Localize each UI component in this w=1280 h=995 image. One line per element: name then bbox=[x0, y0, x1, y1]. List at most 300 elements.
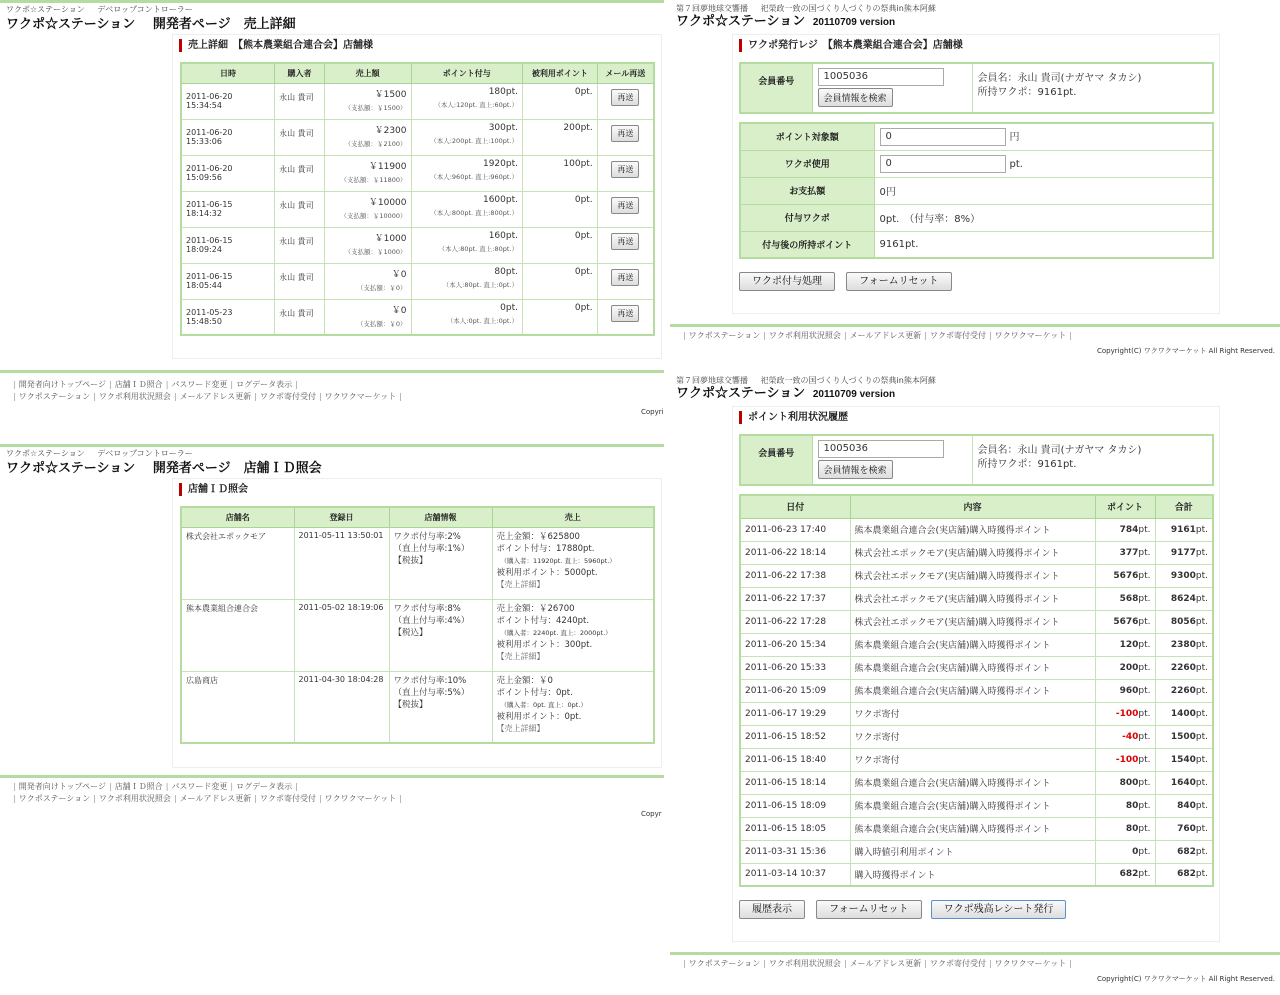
footer-link[interactable]: ワクポ利用状況照会 bbox=[768, 331, 841, 340]
footer-links bbox=[680, 958, 1075, 970]
event-name: 第７回夢地球交響播 bbox=[676, 376, 748, 385]
content-box bbox=[732, 406, 1220, 942]
paid-amount: （支払額：￥1000） bbox=[344, 247, 407, 256]
total-cell bbox=[1155, 840, 1213, 863]
separator: | bbox=[318, 392, 322, 401]
total-cell bbox=[1155, 863, 1213, 886]
col-header: 購入者 bbox=[275, 63, 325, 83]
table-row bbox=[740, 794, 1213, 817]
date-cell: 2011-05-23 15:48:50 bbox=[181, 299, 275, 335]
points-cell bbox=[411, 83, 522, 119]
section-title: ワクポ発行レジ 【熊本農業組合連合会】店舗様 bbox=[739, 39, 1219, 52]
table-header-row bbox=[740, 495, 1213, 518]
points-value: -100 bbox=[1115, 708, 1139, 719]
field-value: 9161pt. bbox=[879, 238, 919, 250]
footer-link[interactable]: ワクワクマーケット bbox=[324, 794, 397, 803]
resend-button[interactable]: 再送 bbox=[611, 197, 639, 214]
total-cell bbox=[1155, 794, 1213, 817]
total-cell bbox=[1155, 817, 1213, 840]
points-cell bbox=[1095, 840, 1155, 863]
col-header: 登録日 bbox=[294, 507, 389, 527]
description-cell: ワクポ寄付 bbox=[850, 702, 1095, 725]
copyright: Copyright(C) ワクワクマーケット All Right Reserved. bbox=[1096, 975, 1275, 983]
total-value: 8624 bbox=[1170, 593, 1196, 604]
sales-breakdown: （購入者：11920pt. 直上：5960pt.） bbox=[500, 556, 616, 565]
unit-label: pt. bbox=[1138, 754, 1151, 765]
footer-link[interactable]: ワクポ利用状況照会 bbox=[98, 392, 171, 401]
unit-label: pt. bbox=[1195, 869, 1208, 880]
paid-amount: （支払額：￥0） bbox=[356, 319, 407, 328]
date-cell: 2011-06-20 15:33 bbox=[740, 656, 850, 679]
buyer-cell: 永山 貴司 bbox=[275, 227, 325, 263]
separator: | bbox=[254, 794, 257, 803]
store-info-line: ワクポ付与率:8% bbox=[393, 603, 461, 614]
unit-label: pt. bbox=[1138, 639, 1151, 650]
separator: | bbox=[1069, 331, 1072, 340]
table-row bbox=[740, 633, 1213, 656]
table-header-row bbox=[181, 507, 654, 527]
used-points-cell: 0pt. bbox=[522, 83, 597, 119]
points-value: 300pt. bbox=[488, 122, 518, 133]
total-value: 682 bbox=[1177, 846, 1196, 857]
date-cell: 2011-06-20 15:09:56 bbox=[181, 155, 275, 191]
form-row bbox=[740, 150, 1213, 177]
footer-link[interactable]: ワクワクマーケット bbox=[324, 392, 397, 401]
breadcrumb-item[interactable]: ワクポ☆ステーション bbox=[6, 449, 85, 458]
version-label: 20110709 version bbox=[812, 389, 896, 400]
total-value: 1400 bbox=[1170, 708, 1196, 719]
table-row bbox=[181, 299, 654, 335]
footer-link[interactable]: メールアドレス更新 bbox=[179, 794, 252, 803]
points-breakdown: （本人:80pt. 直上:0pt.） bbox=[442, 280, 518, 289]
date-cell: 2011-03-31 15:36 bbox=[740, 840, 850, 863]
field-label: お支払額 bbox=[740, 177, 874, 204]
points-value: 5676 bbox=[1113, 616, 1139, 627]
table-row bbox=[740, 725, 1213, 748]
resend-button[interactable]: 再送 bbox=[611, 233, 639, 250]
separator: | bbox=[1069, 959, 1072, 968]
event-subtitle: 祀榮政一致の国づくり人づくりの祭典in熊本阿蘇 bbox=[760, 376, 936, 385]
footer-link[interactable]: ワクワクマーケット bbox=[994, 959, 1067, 968]
unit-label: pt. bbox=[1195, 616, 1208, 627]
buyer-cell: 永山 貴司 bbox=[275, 191, 325, 227]
member-number-input[interactable]: 1005036 bbox=[818, 440, 944, 458]
event-banner bbox=[670, 372, 1280, 384]
table-row bbox=[740, 610, 1213, 633]
resend-cell bbox=[597, 191, 654, 227]
event-banner bbox=[670, 0, 1280, 12]
content-box bbox=[172, 478, 662, 768]
table-row bbox=[740, 771, 1213, 794]
field-value: 0円 bbox=[879, 187, 896, 198]
unit-label: pt. bbox=[1138, 869, 1151, 880]
description-cell: 株式会社エポックモア(実店舗)購入時獲得ポイント bbox=[850, 610, 1095, 633]
footer-link[interactable]: ワクポ寄付受付 bbox=[259, 794, 316, 803]
copyright: Copyr bbox=[641, 810, 662, 818]
footer-link[interactable]: パスワード変更 bbox=[171, 782, 228, 791]
points-value: 200 bbox=[1119, 662, 1139, 673]
col-header: 店舗名 bbox=[181, 507, 294, 527]
points-cell bbox=[1095, 702, 1155, 725]
breadcrumb-item[interactable]: デベロップコントローラー bbox=[97, 5, 193, 14]
unit-label: pt. bbox=[1195, 731, 1208, 742]
amount-value: ￥1000 bbox=[374, 233, 407, 244]
col-header: 店舗情報 bbox=[389, 507, 492, 527]
date-cell: 2011-06-15 18:40 bbox=[740, 748, 850, 771]
table-row bbox=[740, 656, 1213, 679]
footer-link[interactable]: メールアドレス更新 bbox=[179, 392, 252, 401]
member-table bbox=[739, 434, 1214, 486]
points-value: 377 bbox=[1119, 547, 1139, 558]
date-cell: 2011-06-15 18:09 bbox=[740, 794, 850, 817]
date-cell: 2011-06-23 17:40 bbox=[740, 518, 850, 541]
member-points: 所持ワクポ：9161pt. bbox=[977, 459, 1077, 470]
total-value: 2260 bbox=[1170, 662, 1196, 673]
table-row bbox=[181, 155, 654, 191]
resend-button[interactable]: 再送 bbox=[611, 269, 639, 286]
search-member-button[interactable]: 会員情報を検索 bbox=[818, 88, 893, 107]
footer-link[interactable]: 開発者向けトップページ bbox=[18, 782, 106, 791]
total-value: 1640 bbox=[1170, 777, 1196, 788]
footer-links-row2 bbox=[10, 391, 405, 403]
table-row bbox=[740, 748, 1213, 771]
amount-cell bbox=[324, 119, 411, 155]
sales-line: ポイント付与：0pt. bbox=[496, 687, 573, 698]
amount-cell bbox=[324, 263, 411, 299]
table-row bbox=[740, 863, 1213, 886]
registered-date-cell: 2011-05-02 18:19:06 bbox=[294, 599, 389, 671]
description-cell: 購入時値引利用ポイント bbox=[850, 840, 1095, 863]
description-cell: 購入時獲得ポイント bbox=[850, 863, 1095, 886]
history-table bbox=[739, 494, 1214, 887]
content-box bbox=[172, 34, 662, 359]
site-title: ワクポ☆ステーション bbox=[676, 13, 806, 28]
resend-cell bbox=[597, 263, 654, 299]
date-cell: 2011-06-20 15:34:54 bbox=[181, 83, 275, 119]
used-points-line: 被利用ポイント：0pt. bbox=[496, 711, 582, 722]
sales-line: 売上金額：￥625800 bbox=[496, 531, 580, 542]
separator: | bbox=[165, 380, 169, 389]
footer-link[interactable]: ワクポステーション bbox=[688, 959, 761, 968]
points-cell bbox=[411, 155, 522, 191]
table-row bbox=[181, 191, 654, 227]
footer-link[interactable]: ワクポ利用状況照会 bbox=[768, 959, 841, 968]
field-value-cell bbox=[874, 150, 1213, 177]
form-reset-button[interactable]: フォームリセット bbox=[816, 900, 921, 919]
field-unit: pt. bbox=[1009, 158, 1023, 170]
used-points-cell: 100pt. bbox=[522, 155, 597, 191]
section-title: ポイント利用状況履歴 bbox=[739, 411, 1219, 424]
used-points-line: 被利用ポイント：300pt. bbox=[496, 639, 593, 650]
description-cell: 株式会社エポックモア(実店舗)購入時獲得ポイント bbox=[850, 587, 1095, 610]
form-reset-button[interactable]: フォームリセット bbox=[846, 272, 951, 291]
footer-link[interactable]: ワクポ利用状況照会 bbox=[98, 794, 171, 803]
sales-detail-link[interactable]: 【売上詳細】 bbox=[496, 579, 545, 589]
points-cell bbox=[411, 299, 522, 335]
total-cell bbox=[1155, 587, 1213, 610]
site-header bbox=[0, 15, 664, 33]
points-value: 568 bbox=[1119, 593, 1139, 604]
store-info-line: 【税込】 bbox=[393, 627, 428, 638]
table-row bbox=[740, 817, 1213, 840]
amount-cell bbox=[324, 83, 411, 119]
table-row bbox=[740, 587, 1213, 610]
field-label: ポイント対象額 bbox=[740, 123, 874, 150]
paid-amount: （支払額：￥10000） bbox=[340, 211, 407, 220]
total-cell bbox=[1155, 633, 1213, 656]
store-sales-cell bbox=[492, 671, 654, 743]
points-breakdown: （本人:80pt. 直上:80pt.） bbox=[438, 244, 518, 253]
store-info-line: ワクポ付与率:2% bbox=[393, 531, 461, 542]
total-cell bbox=[1155, 610, 1213, 633]
unit-label: pt. bbox=[1138, 547, 1151, 558]
paid-amount: （支払額：￥2100） bbox=[344, 139, 407, 148]
page-title: 開発者ページ 売上詳細 bbox=[152, 16, 296, 31]
unit-label: pt. bbox=[1138, 800, 1151, 811]
table-row bbox=[181, 599, 654, 671]
total-value: 1540 bbox=[1170, 754, 1196, 765]
points-value: 5676 bbox=[1113, 570, 1139, 581]
buyer-cell: 永山 貴司 bbox=[275, 155, 325, 191]
unit-label: pt. bbox=[1195, 823, 1208, 834]
separator: | bbox=[763, 959, 766, 968]
site-title: ワクポ☆ステーション bbox=[6, 460, 136, 475]
unit-label: pt. bbox=[1195, 708, 1208, 719]
breadcrumb-item[interactable]: デベロップコントローラー bbox=[97, 449, 193, 458]
member-info-cell bbox=[972, 435, 1213, 485]
field-value-cell bbox=[874, 123, 1213, 150]
footer-link[interactable]: 店舗ＩＤ照合 bbox=[114, 380, 163, 389]
history-panel bbox=[670, 372, 1280, 995]
used-points-line: 被利用ポイント：5000pt. bbox=[496, 567, 598, 578]
used-points-cell: 0pt. bbox=[522, 227, 597, 263]
col-header: 日時 bbox=[181, 63, 275, 83]
unit-label: pt. bbox=[1138, 593, 1151, 604]
footer-link[interactable]: ログデータ表示 bbox=[236, 380, 293, 389]
resend-cell bbox=[597, 227, 654, 263]
separator: | bbox=[230, 380, 234, 389]
date-cell: 2011-06-17 19:29 bbox=[740, 702, 850, 725]
footer-link[interactable]: メールアドレス更新 bbox=[849, 331, 922, 340]
table-row bbox=[181, 527, 654, 599]
separator: | bbox=[683, 331, 686, 340]
field-label: 付与ワクポ bbox=[740, 204, 874, 231]
amount-value: ￥0 bbox=[391, 269, 407, 280]
store-info-line: 【税抜】 bbox=[393, 699, 428, 710]
buyer-cell: 永山 貴司 bbox=[275, 83, 325, 119]
page-title: 開発者ページ 店舗ＩＤ照会 bbox=[152, 460, 322, 475]
resend-button[interactable]: 再送 bbox=[611, 161, 639, 178]
table-row bbox=[181, 263, 654, 299]
unit-label: pt. bbox=[1195, 846, 1208, 857]
separator: | bbox=[399, 794, 402, 803]
footer-link[interactable]: メールアドレス更新 bbox=[849, 959, 922, 968]
points-value: 80 bbox=[1125, 823, 1139, 834]
unit-label: pt. bbox=[1195, 685, 1208, 696]
field-value-cell bbox=[874, 231, 1213, 258]
footer-link[interactable]: ワクポステーション bbox=[18, 392, 91, 401]
points-value: 80pt. bbox=[494, 266, 518, 277]
separator: | bbox=[254, 392, 257, 401]
separator: | bbox=[230, 782, 234, 791]
member-name: 会員名：永山 貴司(ナガヤマ タカシ) bbox=[977, 73, 1142, 84]
table-row bbox=[740, 840, 1213, 863]
paid-amount: （支払額：￥1500） bbox=[344, 103, 407, 112]
resend-button[interactable]: 再送 bbox=[611, 305, 639, 322]
separator: | bbox=[399, 392, 402, 401]
issue-receipt-button[interactable]: ワクポ残高レシート発行 bbox=[931, 900, 1067, 919]
footer-link[interactable]: 店舗ＩＤ照合 bbox=[114, 782, 163, 791]
unit-label: pt. bbox=[1138, 846, 1151, 857]
store-sales-cell bbox=[492, 599, 654, 671]
sales-detail-panel bbox=[0, 0, 664, 440]
member-info-cell bbox=[972, 63, 1213, 113]
points-value: 120 bbox=[1119, 639, 1139, 650]
field-input[interactable]: 0 bbox=[880, 155, 1006, 173]
footer-link[interactable]: パスワード変更 bbox=[171, 380, 228, 389]
description-cell: 熊本農業組合連合会(実店舗)購入時獲得ポイント bbox=[850, 817, 1095, 840]
store-sales-cell bbox=[492, 527, 654, 599]
total-value: 682 bbox=[1177, 869, 1196, 880]
date-cell: 2011-06-15 18:09:24 bbox=[181, 227, 275, 263]
breadcrumb-item[interactable]: ワクポ☆ステーション bbox=[6, 5, 85, 14]
footer-links-row2 bbox=[10, 793, 405, 805]
footer-link[interactable]: ワクポステーション bbox=[18, 794, 91, 803]
separator: | bbox=[108, 380, 112, 389]
footer-link[interactable]: ワクワクマーケット bbox=[994, 331, 1067, 340]
total-cell bbox=[1155, 725, 1213, 748]
store-name-cell: 株式会社エポックモア bbox=[181, 527, 294, 599]
date-cell: 2011-03-14 10:37 bbox=[740, 863, 850, 886]
resend-cell bbox=[597, 155, 654, 191]
footer-link[interactable]: ワクポステーション bbox=[688, 331, 761, 340]
unit-label: pt. bbox=[1195, 547, 1208, 558]
separator: | bbox=[763, 331, 766, 340]
sales-detail-link[interactable]: 【売上詳細】 bbox=[496, 723, 545, 733]
unit-label: pt. bbox=[1138, 708, 1151, 719]
unit-label: pt. bbox=[1138, 685, 1151, 696]
points-value: 1600pt. bbox=[482, 194, 518, 205]
table-row bbox=[740, 518, 1213, 541]
footer-border bbox=[670, 324, 1280, 327]
date-cell: 2011-06-20 15:33:06 bbox=[181, 119, 275, 155]
breadcrumb bbox=[0, 447, 664, 459]
table-row bbox=[181, 227, 654, 263]
points-cell bbox=[1095, 863, 1155, 886]
form-row bbox=[740, 123, 1213, 150]
col-header: メール再送 bbox=[597, 63, 654, 83]
footer-link[interactable]: ログデータ表示 bbox=[236, 782, 293, 791]
date-cell: 2011-06-15 18:14:32 bbox=[181, 191, 275, 227]
description-cell: 熊本農業組合連合会(実店舗)購入時獲得ポイント bbox=[850, 633, 1095, 656]
description-cell: ワクポ寄付 bbox=[850, 748, 1095, 771]
col-header: 被利用ポイント bbox=[522, 63, 597, 83]
copyright: Copyri bbox=[641, 408, 664, 416]
date-cell: 2011-06-15 18:52 bbox=[740, 725, 850, 748]
section-title: 店舗ＩＤ照会 bbox=[179, 483, 661, 496]
points-breakdown: （本人:0pt. 直上:0pt.） bbox=[446, 316, 518, 325]
total-value: 760 bbox=[1177, 823, 1196, 834]
buyer-cell: 永山 貴司 bbox=[275, 119, 325, 155]
date-cell: 2011-06-22 17:28 bbox=[740, 610, 850, 633]
show-history-button[interactable]: 履歴表示 bbox=[739, 900, 805, 919]
amount-value: ￥10000 bbox=[368, 197, 407, 208]
store-id-panel bbox=[0, 444, 664, 995]
points-cell bbox=[1095, 587, 1155, 610]
buyer-cell: 永山 貴司 bbox=[275, 299, 325, 335]
sales-breakdown: （購入者：0pt. 直上：0pt.） bbox=[500, 700, 587, 709]
points-value: 0 bbox=[1132, 846, 1139, 857]
points-breakdown: （本人:200pt. 直上:100pt.） bbox=[430, 136, 518, 145]
footer-link[interactable]: 開発者向けトップページ bbox=[18, 380, 106, 389]
amount-value: ￥0 bbox=[391, 305, 407, 316]
col-header: 売上額 bbox=[324, 63, 411, 83]
resend-button[interactable]: 再送 bbox=[611, 89, 639, 106]
field-input[interactable]: 0 bbox=[880, 128, 1006, 146]
points-cell bbox=[1095, 748, 1155, 771]
section-title: 売上詳細 【熊本農業組合連合会】店舗様 bbox=[179, 39, 661, 52]
description-cell: 株式会社エポックモア(実店舗)購入時獲得ポイント bbox=[850, 541, 1095, 564]
footer-links bbox=[680, 330, 1075, 342]
col-header: 内容 bbox=[850, 495, 1095, 518]
footer-link[interactable]: ワクポ寄付受付 bbox=[259, 392, 316, 401]
separator: | bbox=[165, 782, 169, 791]
separator: | bbox=[93, 794, 96, 803]
total-cell bbox=[1155, 748, 1213, 771]
footer-link[interactable]: ワクポ寄付受付 bbox=[929, 959, 986, 968]
member-input-cell bbox=[812, 435, 972, 485]
member-number-input[interactable]: 1005036 bbox=[818, 68, 944, 86]
separator: | bbox=[13, 794, 16, 803]
issue-points-button[interactable]: ワクポ付与処理 bbox=[739, 272, 835, 291]
paid-amount: （支払額：￥0） bbox=[356, 283, 407, 292]
total-value: 9177 bbox=[1170, 547, 1196, 558]
breadcrumb bbox=[0, 3, 664, 15]
separator: | bbox=[13, 392, 16, 401]
description-cell: 熊本農業組合連合会(実店舗)購入時獲得ポイント bbox=[850, 794, 1095, 817]
total-value: 9161 bbox=[1170, 524, 1196, 535]
footer-links-row1 bbox=[10, 379, 301, 391]
date-cell: 2011-06-22 17:37 bbox=[740, 587, 850, 610]
site-title: ワクポ☆ステーション bbox=[6, 16, 136, 31]
resend-button[interactable]: 再送 bbox=[611, 125, 639, 142]
used-points-cell: 200pt. bbox=[522, 119, 597, 155]
points-cell bbox=[411, 227, 522, 263]
footer-link[interactable]: ワクポ寄付受付 bbox=[929, 331, 986, 340]
points-cell bbox=[1095, 518, 1155, 541]
sales-line: ポイント付与：4240pt. bbox=[496, 615, 590, 626]
total-cell bbox=[1155, 771, 1213, 794]
search-member-button[interactable]: 会員情報を検索 bbox=[818, 460, 893, 479]
table-row bbox=[740, 702, 1213, 725]
col-header: ポイント bbox=[1095, 495, 1155, 518]
points-value: 784 bbox=[1119, 524, 1139, 535]
form-row bbox=[740, 204, 1213, 231]
amount-cell bbox=[324, 191, 411, 227]
points-value: 1920pt. bbox=[482, 158, 518, 169]
col-header: ポイント付与 bbox=[411, 63, 522, 83]
col-header: 売上 bbox=[492, 507, 654, 527]
separator: | bbox=[924, 331, 927, 340]
field-label: 付与後の所持ポイント bbox=[740, 231, 874, 258]
points-value: 682 bbox=[1119, 869, 1139, 880]
member-label: 会員番号 bbox=[740, 63, 812, 113]
total-cell bbox=[1155, 656, 1213, 679]
points-cell bbox=[411, 191, 522, 227]
sales-detail-link[interactable]: 【売上詳細】 bbox=[496, 651, 545, 661]
total-value: 9300 bbox=[1170, 570, 1196, 581]
footer-border bbox=[670, 952, 1280, 955]
